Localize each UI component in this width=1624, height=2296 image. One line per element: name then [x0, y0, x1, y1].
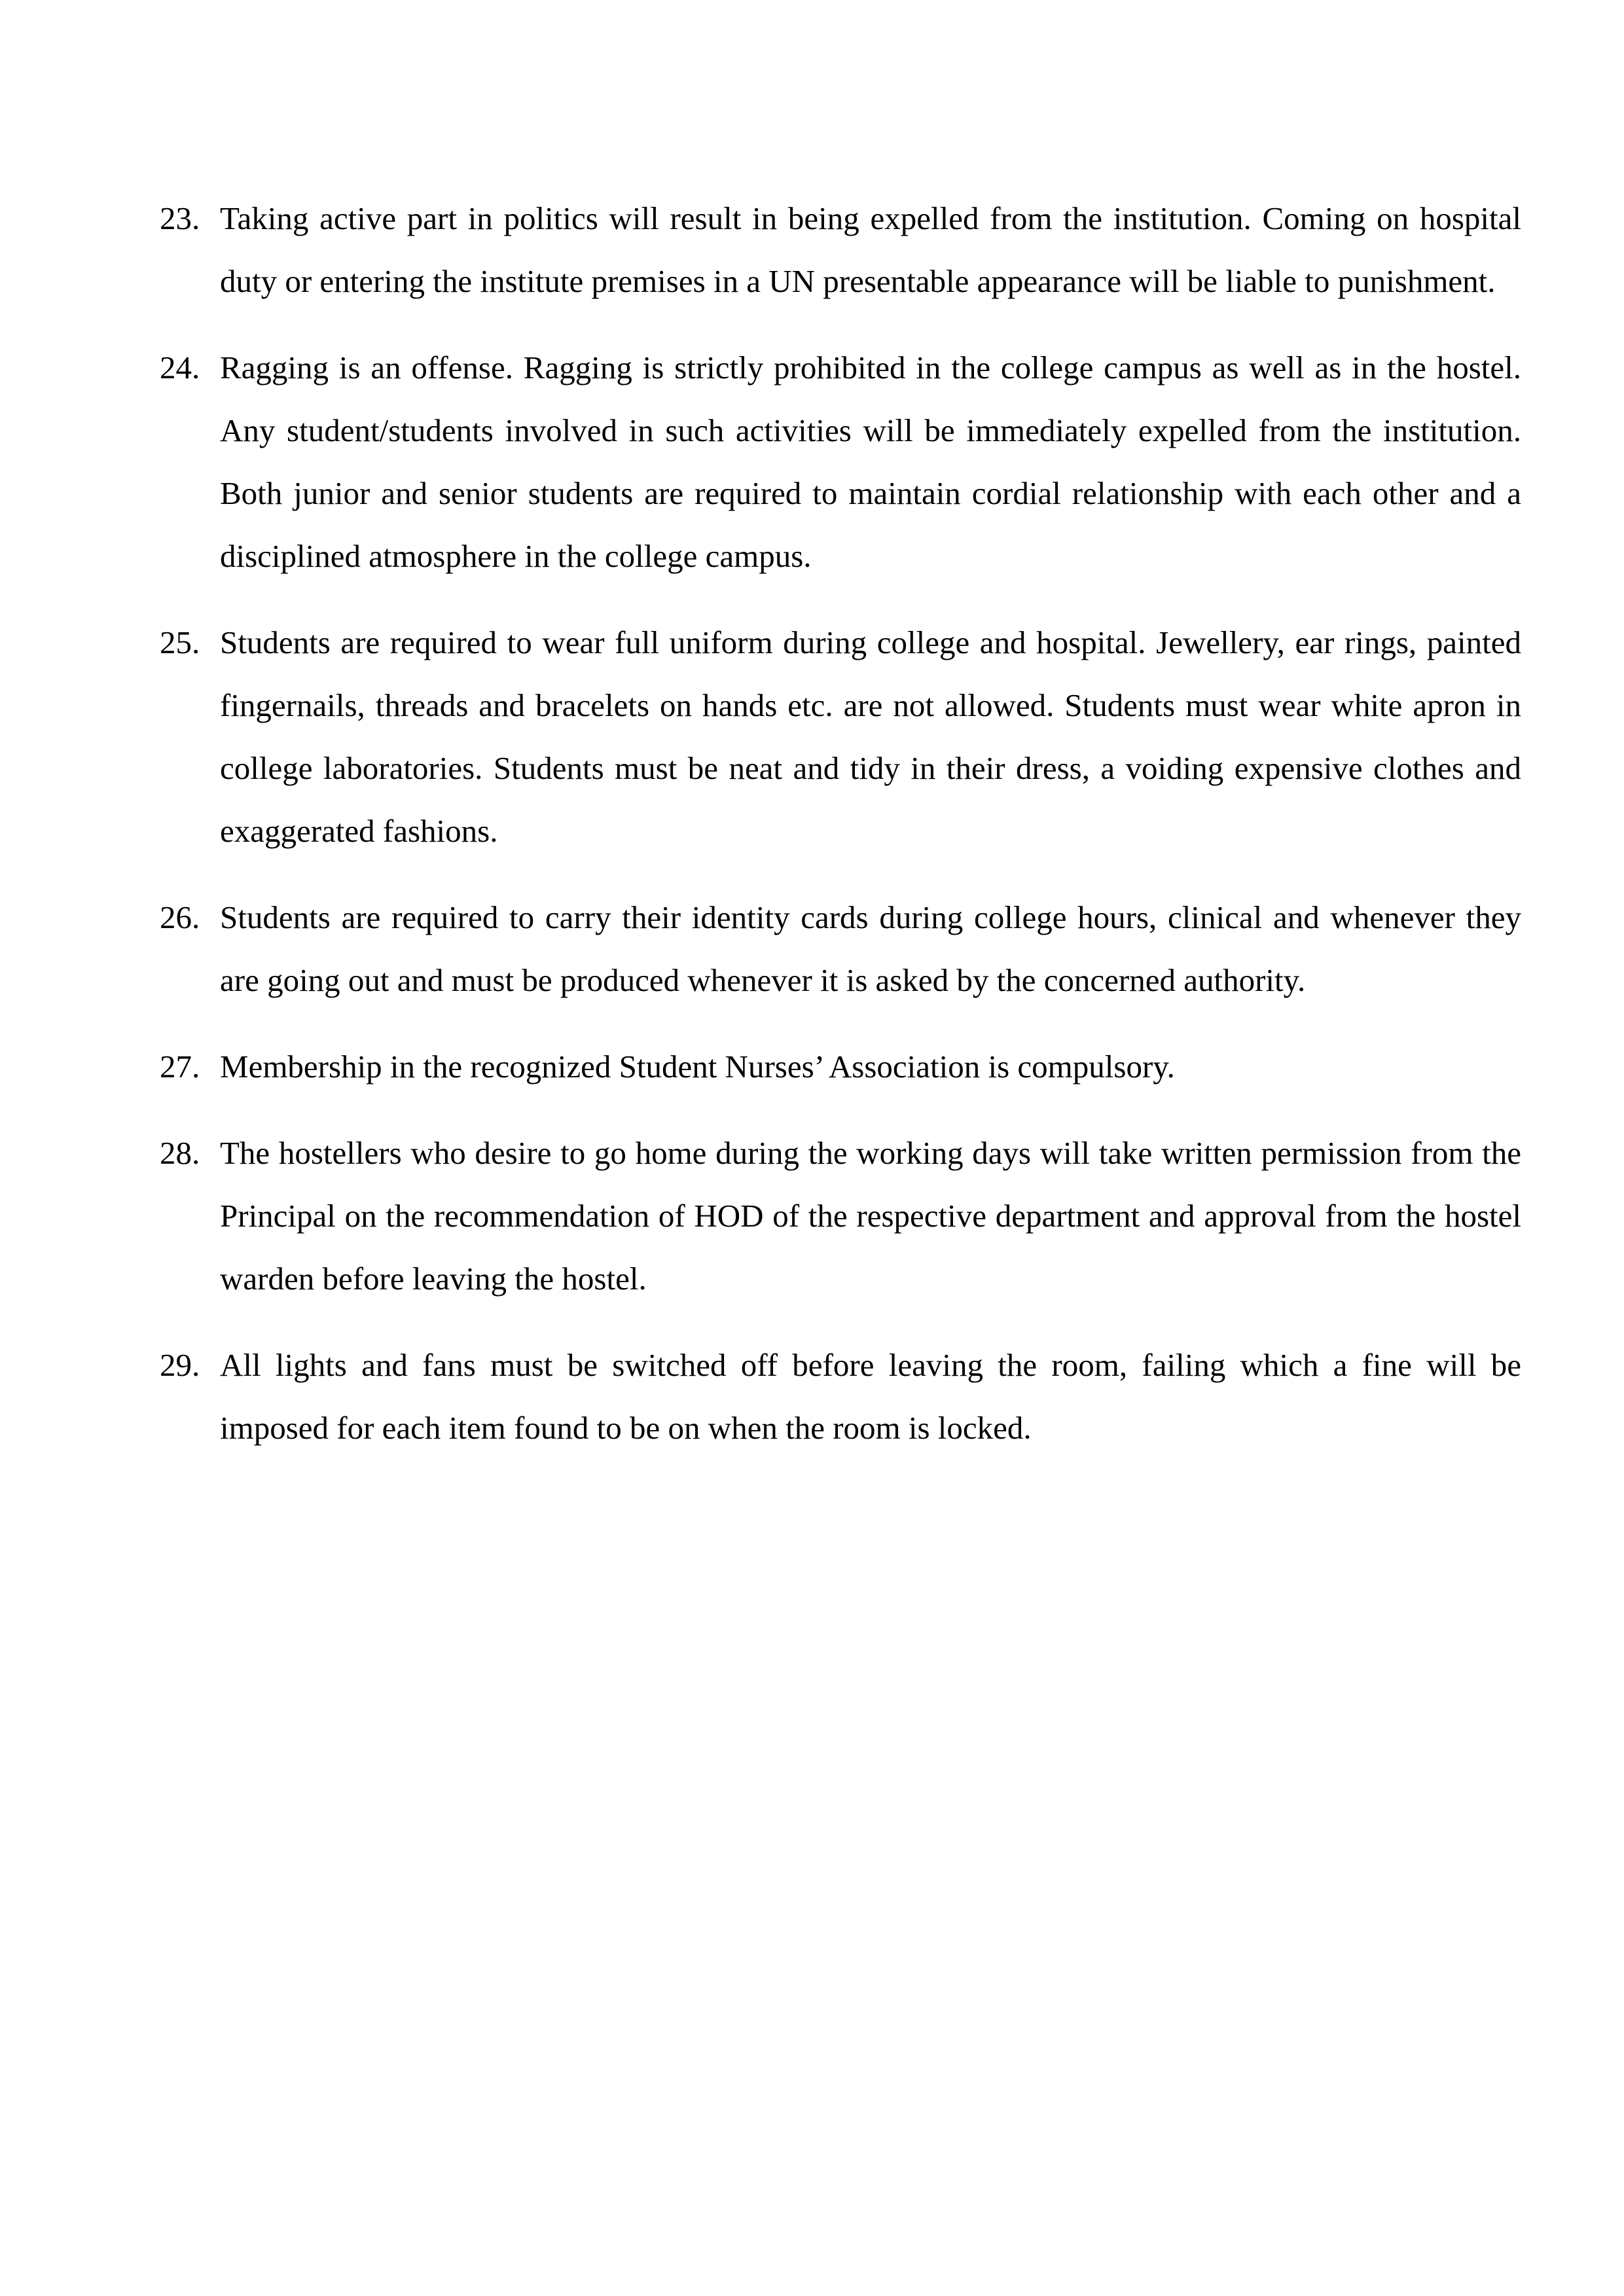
rule-item-29: [160, 1334, 1521, 1460]
rule-number: 29.: [160, 1347, 200, 1383]
rule-text: Membership in the recognized Student Nurses’ Association is compulsory.: [220, 1049, 1175, 1085]
rule-number: 26.: [160, 899, 200, 935]
rule-item-26: [160, 886, 1521, 1012]
rule-item-28: [160, 1122, 1521, 1310]
rule-text: The hostellers who desire to go home during the working days will take written permission from the Principal on the recommendation of HOD of the respective department and approval from the hostel warden before leaving the hostel.: [220, 1135, 1521, 1297]
rule-item-25: [160, 611, 1521, 863]
rule-text: All lights and fans must be switched off before leaving the room, failing which a fine will be imposed for each item found to be on when the room is locked.: [220, 1347, 1521, 1446]
rule-text: Taking active part in politics will result in being expelled from the institution. Coming on hospital duty or entering the institute premises in a UN presentable appearance will be liable to punishment.: [220, 200, 1521, 299]
rule-number: 25.: [160, 624, 200, 660]
rule-number: 23.: [160, 200, 200, 236]
rule-item-24: [160, 336, 1521, 588]
rule-item-27: [160, 1035, 1521, 1098]
rule-text: Students are required to carry their identity cards during college hours, clinical and whenever they are going out and must be produced whenever it is asked by the concerned authority.: [220, 899, 1521, 998]
rule-text: Ragging is an offense. Ragging is strictly prohibited in the college campus as well as in the hostel. Any student/students involved in such activities will be immediately expelled from the institution. Both junior and senior students are required to maintain cordial relationship with each other and a disciplined atmosphere in the college campus.: [220, 350, 1521, 574]
rules-list: [160, 187, 1521, 1483]
rule-number: 27.: [160, 1049, 200, 1085]
rule-number: 24.: [160, 350, 200, 386]
rule-number: 28.: [160, 1135, 200, 1171]
rule-text: Students are required to wear full uniform during college and hospital. Jewellery, ear rings, painted fingernails, threads and bracelets on hands etc. are not allowed. Students must wear white apron in college laboratories. Students must be neat and tidy in their dress, a voiding expensive clothes and exaggerated fashions.: [220, 624, 1521, 849]
rule-item-23: [160, 187, 1521, 313]
